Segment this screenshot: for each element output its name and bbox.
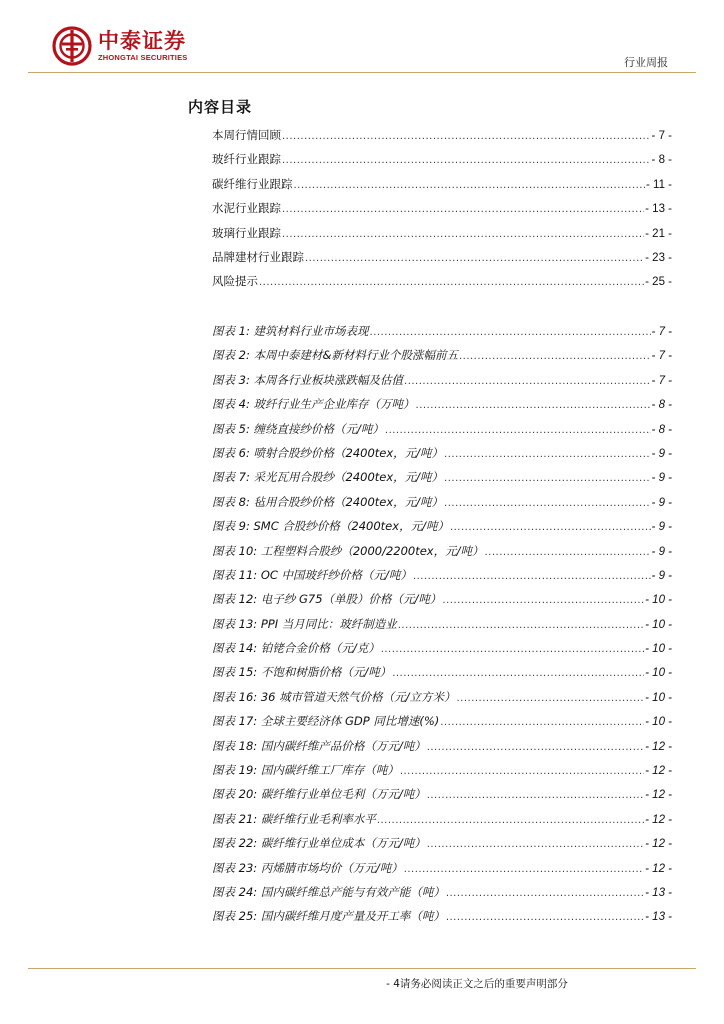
figure-entry-label: 图表 8: 毡用合股纱价格（2400tex，元/吨）	[212, 494, 444, 509]
figure-entry[interactable]	[212, 860, 672, 884]
figure-entry[interactable]	[212, 567, 672, 591]
dot-leader	[294, 180, 646, 191]
page-footer	[0, 976, 724, 991]
figure-entry-label: 图表 19: 国内碳纤维工厂库存（吨）	[212, 763, 399, 778]
figure-entry-label: 图表 3: 本周各行业板块涨跌幅及估值	[212, 372, 404, 387]
toc-entry-page: - 25 -	[645, 276, 672, 289]
figure-entry[interactable]	[212, 738, 672, 762]
dot-leader	[450, 522, 651, 533]
figure-entry-page: - 9 -	[651, 569, 672, 582]
figure-entry-label: 图表 25: 国内碳纤维月度产量及开工率（吨）	[212, 909, 445, 924]
figure-entry-page: - 12 -	[645, 862, 672, 875]
dot-leader	[282, 131, 651, 142]
figure-entry-label: 图表 22: 碳纤维行业单位成本（万元/吨）	[212, 836, 426, 851]
figure-entry[interactable]	[212, 640, 672, 664]
figure-entry-page: - 9 -	[651, 496, 672, 509]
toc-entry-label: 本周行情回顾	[212, 128, 281, 142]
toc-entry-page: - 23 -	[645, 251, 672, 264]
figure-entry[interactable]	[212, 372, 672, 396]
toc-title: 内容目录	[188, 98, 253, 116]
figure-entry[interactable]	[212, 543, 672, 567]
dot-leader	[444, 473, 651, 484]
dot-leader	[282, 229, 644, 240]
figure-entry[interactable]	[212, 616, 672, 640]
figure-entry-label: 图表 23: 丙烯腈市场均价（万元/吨）	[212, 860, 403, 875]
dot-leader	[398, 620, 644, 631]
figure-entry-page: - 7 -	[651, 326, 672, 338]
dot-leader	[392, 668, 644, 679]
figure-entry-label: 图表 21: 碳纤维行业毛利率水平	[212, 811, 376, 826]
figure-entry-label: 图表 13: PPI 当月同比：玻纤制造业	[212, 616, 397, 631]
figure-entry[interactable]	[212, 884, 672, 908]
dot-leader	[427, 839, 644, 850]
figure-entry-page: - 10 -	[645, 667, 672, 680]
figure-entry[interactable]	[212, 811, 672, 835]
dot-leader	[381, 644, 644, 655]
figure-entry-label: 图表 20: 碳纤维行业单位毛利（万元/吨）	[212, 787, 426, 802]
figure-entry[interactable]	[212, 786, 672, 810]
figure-entry-label: 图表 14: 铂铑合金价格（元/克）	[212, 641, 380, 656]
dot-leader	[446, 888, 644, 899]
dot-leader	[442, 595, 644, 606]
figure-entry-page: - 12 -	[645, 789, 672, 802]
figure-entry-page: - 10 -	[645, 691, 672, 704]
figure-entry[interactable]	[212, 591, 672, 615]
figure-entry-page: - 10 -	[645, 594, 672, 607]
toc-entry-label: 玻璃行业跟踪	[212, 225, 281, 240]
dot-leader	[385, 425, 651, 436]
figure-entry-page: - 10 -	[645, 716, 672, 729]
company-logo	[52, 26, 188, 66]
figure-entry-page: - 8 -	[651, 399, 672, 412]
figure-entry-label: 图表 18: 国内碳纤维产品价格（万元/吨）	[212, 738, 426, 753]
toc-entry-label: 品牌建材行业跟踪	[212, 249, 304, 264]
figure-entry-label: 图表 16: 36 城市管道天然气价格（元/立方米）	[212, 689, 456, 704]
figure-entry-page: - 12 -	[645, 765, 672, 778]
dot-leader	[427, 742, 644, 753]
figure-entry[interactable]	[212, 689, 672, 713]
dot-leader	[282, 155, 651, 166]
report-type-label: 行业周报	[624, 56, 668, 69]
figure-entry-page: - 9 -	[651, 521, 672, 534]
dot-leader	[404, 864, 644, 875]
toc-entry-label: 风险提示	[212, 274, 258, 289]
dot-leader	[377, 815, 644, 826]
toc-entry[interactable]	[212, 273, 672, 297]
figure-entry-page: - 12 -	[645, 740, 672, 753]
dot-leader	[370, 327, 651, 338]
figure-entry-label: 图表 17: 全球主要经济体 GDP 同比增速(%)	[212, 714, 440, 729]
figure-entry-label: 图表 24: 国内碳纤维总产能与有效产能（吨）	[212, 884, 445, 899]
figure-entry[interactable]	[212, 347, 672, 371]
toc-entry[interactable]	[212, 200, 672, 224]
dot-leader	[444, 449, 651, 460]
figure-entry[interactable]	[212, 518, 672, 542]
dot-leader	[413, 571, 651, 582]
figure-entry[interactable]	[212, 494, 672, 518]
figure-entry-page: - 12 -	[645, 813, 672, 826]
dot-leader	[444, 498, 651, 509]
zhongtai-logo-icon	[52, 26, 92, 66]
figure-entry-label: 图表 4: 玻纤行业生产企业库存（万吨）	[212, 397, 415, 412]
figure-entry-label: 图表 1: 建筑材料行业市场表现	[212, 324, 369, 338]
figure-entry[interactable]	[212, 713, 672, 737]
figure-entry-page: - 13 -	[645, 911, 672, 924]
dot-leader	[456, 693, 644, 704]
dot-leader	[427, 790, 644, 801]
figure-entry-label: 图表 10: 工程塑料合股纱（2000/2200tex，元/吨）	[212, 543, 484, 558]
figure-entry-page: - 9 -	[651, 545, 672, 558]
dot-leader	[305, 253, 644, 264]
figure-entry-label: 图表 5: 缠绕直接纱价格（元/吨）	[212, 421, 384, 436]
figure-entry[interactable]	[212, 396, 672, 420]
figure-entry-label: 图表 9: SMC 合股纱价格（2400tex，元/吨）	[212, 519, 449, 534]
dot-leader	[259, 277, 644, 288]
toc-entry[interactable]	[212, 127, 672, 151]
figure-entry-page: - 10 -	[645, 643, 672, 656]
figure-entry[interactable]	[212, 762, 672, 786]
toc-entry[interactable]	[212, 176, 672, 200]
toc-entry[interactable]	[212, 225, 672, 249]
toc-entry-label: 碳纤维行业跟踪	[212, 176, 293, 191]
dot-leader	[416, 400, 651, 411]
footer-divider	[28, 968, 696, 969]
figure-entry-page: - 12 -	[645, 838, 672, 851]
dot-leader	[282, 204, 644, 215]
figure-entry-page: - 9 -	[651, 447, 672, 460]
figure-entry-page: - 7 -	[651, 350, 672, 363]
figure-entry[interactable]	[212, 908, 672, 932]
header-divider	[28, 72, 696, 73]
figure-entry-page: - 13 -	[645, 886, 672, 899]
toc-entry-page: - 7 -	[651, 130, 672, 142]
figure-entry-page: - 9 -	[651, 472, 672, 485]
logo-chinese-text: 中泰证券	[98, 29, 186, 53]
toc-list	[212, 127, 672, 298]
toc-entry[interactable]	[212, 151, 672, 175]
dot-leader	[400, 766, 644, 777]
figure-entry-label: 图表 7: 采光瓦用合股纱（2400tex，元/吨）	[212, 470, 444, 485]
figure-list	[212, 323, 672, 933]
figure-entry[interactable]	[212, 323, 672, 347]
figure-entry[interactable]	[212, 664, 672, 688]
dot-leader	[485, 547, 651, 558]
figure-entry-label: 图表 12: 电子纱 G75（单股）价格（元/吨）	[212, 592, 442, 607]
figure-entry-page: - 7 -	[651, 374, 672, 387]
figure-entry[interactable]	[212, 445, 672, 469]
figure-entry[interactable]	[212, 469, 672, 493]
toc-entry-label: 玻纤行业跟踪	[212, 152, 281, 167]
footer-disclaimer: - 4请务必阅读正文之后的重要声明部分	[386, 978, 568, 990]
figure-entry-page: - 8 -	[651, 423, 672, 436]
figure-entry-label: 图表 11: OC 中国玻纤纱价格（元/吨）	[212, 567, 412, 582]
logo-english-text: ZHONGTAI SECURITIES	[98, 53, 188, 62]
toc-entry-page: - 11 -	[646, 178, 672, 191]
toc-entry-label: 水泥行业跟踪	[212, 201, 281, 216]
dot-leader	[446, 912, 644, 923]
page-header	[0, 0, 724, 80]
toc-entry-page: - 8 -	[651, 154, 672, 167]
dot-leader	[404, 376, 651, 387]
toc-entry-page: - 13 -	[645, 203, 672, 216]
toc-entry-page: - 21 -	[645, 227, 672, 240]
figure-entry-page: - 10 -	[645, 618, 672, 631]
dot-leader	[440, 717, 644, 728]
figure-entry-label: 图表 15: 不饱和树脂价格（元/吨）	[212, 665, 392, 680]
figure-entry-label: 图表 2: 本周中泰建材&新材料行业个股涨幅前五	[212, 348, 458, 363]
figure-entry[interactable]	[212, 421, 672, 445]
figure-entry-label: 图表 6: 喷射合股纱价格（2400tex，元/吨）	[212, 445, 444, 460]
dot-leader	[459, 351, 651, 362]
toc-entry[interactable]	[212, 249, 672, 273]
figure-entry[interactable]	[212, 835, 672, 859]
